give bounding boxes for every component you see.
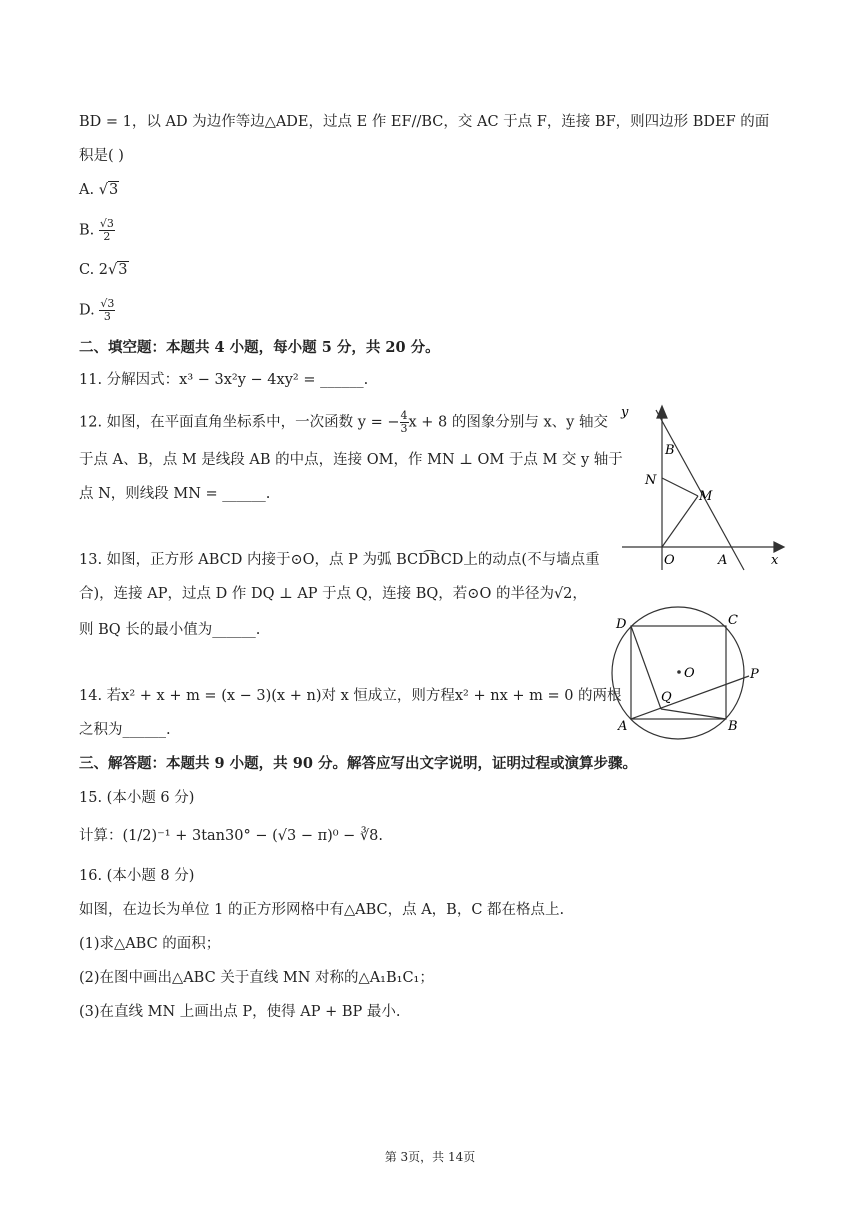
q14-line2: 之积为______. <box>79 722 171 738</box>
y-axis-arrow <box>657 406 667 418</box>
section3-title: 三、解答题：本题共 9 小题，共 90 分。解答应写出文字说明，证明过程或演算步骤。 <box>79 755 637 772</box>
segment-OM <box>662 496 698 547</box>
label-O: O <box>684 666 695 681</box>
figure-q12-coordinate <box>616 400 786 575</box>
q15-head: 15. (本小题 6 分) <box>79 790 195 806</box>
q10-line2: 积是( ) <box>79 148 124 164</box>
q10-option-d: D. $\frac{√3}{3}$ <box>79 297 115 323</box>
q12-line1: 12. 如图，在平面直角坐标系中，一次函数 y = − $\frac{4}{3}$ x + 8 的图象分别与 x、y 轴交 <box>79 409 608 435</box>
label-A: A <box>718 553 728 568</box>
x-axis-arrow <box>774 542 784 552</box>
label-B: B <box>665 443 675 458</box>
label-A: A <box>618 719 628 734</box>
q13-line3: 则 BQ 长的最小值为______. <box>79 622 261 638</box>
label-O: O <box>664 553 675 568</box>
q16-part2: (2)在图中画出△ABC 关于直线 MN 对称的△A₁B₁C₁； <box>79 970 434 986</box>
label-Q: Q <box>661 690 672 705</box>
q16-intro: 如图，在边长为单位 1 的正方形网格中有△ABC，点 A，B，C 都在格点上. <box>79 902 565 918</box>
page-footer: 第 3页，共 14页 <box>384 1150 476 1164</box>
label-P: P <box>750 667 759 682</box>
q13-line1: 13. 如图，正方形 ABCD 内接于⊙O，点 P 为弧 BCD͡BCD上的动点(不与墙点重 <box>79 552 600 568</box>
q16-part1: (1)求△ABC 的面积； <box>79 936 221 952</box>
q10-option-a: A. √3 <box>79 182 119 198</box>
q10-option-c: C. 2√3 <box>79 262 128 278</box>
q14-line1: 14. 若x² + x + m = (x − 3)(x + n)对 x 恒成立，则方程x² + nx + m = 0 的两根 <box>79 688 622 704</box>
q12-line3: 点 N，则线段 MN = ______. <box>79 486 271 502</box>
label-C: C <box>728 613 738 628</box>
figure-q13-circle <box>606 606 770 748</box>
label-D: D <box>616 617 627 632</box>
q12-line2: 于点 A、B，点 M 是线段 AB 的中点，连接 OM，作 MN ⊥ OM 于点 M 交 y 轴于 <box>79 452 623 468</box>
label-x: x <box>771 553 779 568</box>
label-B: B <box>728 719 738 734</box>
segment-MN <box>662 478 698 496</box>
q16-part3: (3)在直线 MN 上画出点 P，使得 AP + BP 最小. <box>79 1004 401 1020</box>
segment-BQ <box>661 709 726 719</box>
q10-line1: BD = 1，以 AD 为边作等边△ADE，过点 E 作 EF//BC，交 AC 于点 F，连接 BF，则四边形 BDEF 的面 <box>79 114 770 130</box>
q16-head: 16. (本小题 8 分) <box>79 868 195 884</box>
q13-line2: 合)，连接 AP，过点 D 作 DQ ⊥ AP 于点 Q，连接 BQ，若⊙O 的半径为√2， <box>79 586 587 602</box>
q15-body: 计算：(1/2)⁻¹ + 3tan30° − (√3 − π)⁰ − ∛8. <box>79 828 384 844</box>
segment-DQ <box>631 626 661 709</box>
label-M: M <box>699 489 713 504</box>
label-N: N <box>645 473 657 488</box>
q11: 11. 分解因式：x³ − 3x²y − 4xy² = ______. <box>79 372 369 388</box>
section2-title: 二、填空题：本题共 4 小题，每小题 5 分，共 20 分。 <box>79 339 440 356</box>
q10-option-b: B. $\frac{√3}{2}$ <box>79 217 114 243</box>
label-y: y <box>621 405 629 420</box>
center-dot <box>677 670 681 674</box>
